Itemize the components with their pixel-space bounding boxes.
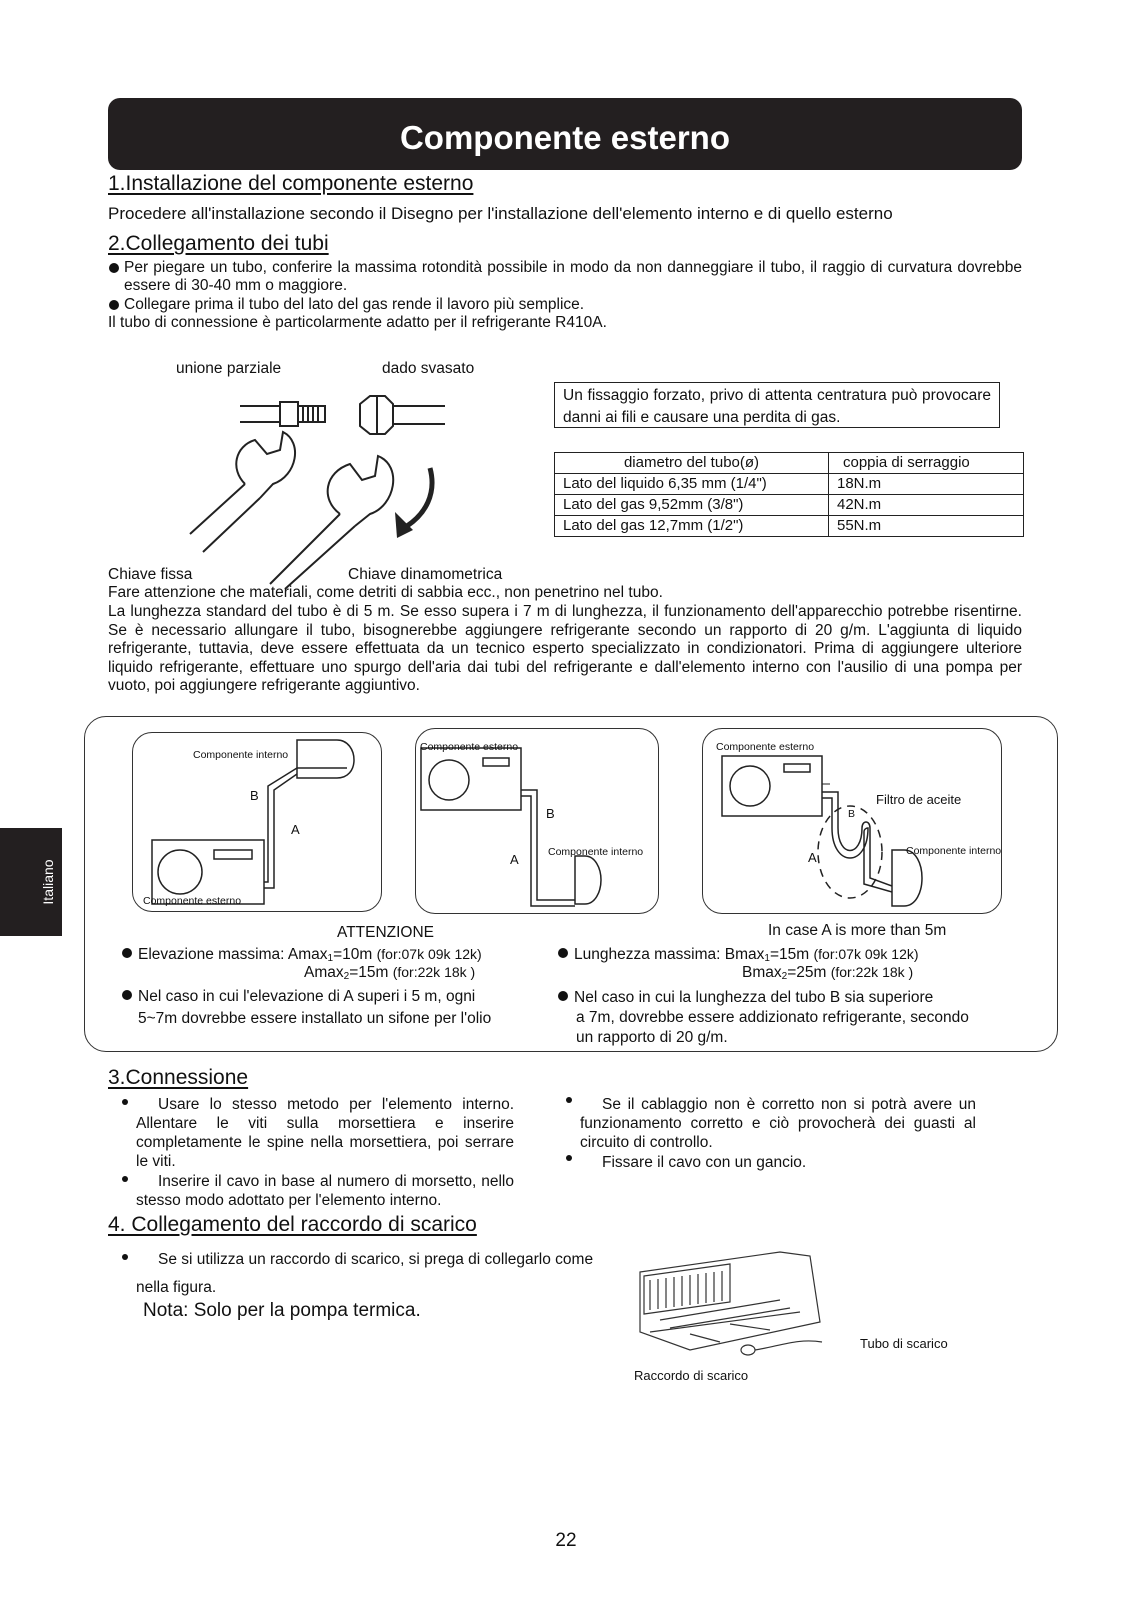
language-tab — [0, 828, 62, 936]
refrigerant-note: Nel caso in cui la lunghezza del tubo B sia superiore a 7m, dovrebbe essere addizionato refrigerante, secondo un rapporto di 20 g/m. — [558, 988, 1020, 1048]
connection-left-bullet-1: Usare lo stesso metodo per l'elemento interno. Allentare le viti sulla morsettiera e inserire completamente le spine nella morsettiera, poi serrare le viti. — [136, 1095, 514, 1171]
bullet-gas-side — [108, 296, 1022, 314]
max-length-line2: Bmax$_2$=25m (for:22k 18k ) — [742, 964, 914, 982]
bullet-dot — [109, 300, 119, 310]
bullet-dot — [122, 1254, 128, 1260]
indoor-unit-label: Componente interno — [193, 749, 289, 761]
table-row — [555, 516, 1024, 537]
pipe-a-label: A — [510, 852, 519, 867]
wrench-illustration — [185, 384, 470, 589]
table-row — [555, 495, 1024, 516]
indoor-unit-label: Componente interno — [906, 845, 1002, 857]
pipe-b-label: B — [848, 808, 856, 820]
table-cell: 42N.m — [829, 495, 1024, 516]
bullet-bending-text: Per piegare un tubo, conferire la massima rotondità possibile in modo da non danneggiare il tubo, il raggio di curvatura dovrebbe essere di 30-40 mm o maggiore. — [124, 259, 1022, 294]
section-1-heading: 1.Installazione del componente esterno — [108, 172, 474, 195]
max-length-line1: Lunghezza massima: Bmax$_1$=15m (for:07k 09k 12k) — [558, 946, 919, 964]
connection-right-bullet-1: Se il cablaggio non è corretto non si potrà avere un funzionamento corretto e ciò provocherà dei guasti al circuito di controllo. — [580, 1095, 976, 1152]
section-4-heading: 4. Collegamento del raccordo di scarico — [108, 1213, 477, 1236]
torque-table — [554, 452, 1024, 537]
table-header-cell: diametro del tubo(ø) — [555, 453, 829, 474]
table-row — [555, 474, 1024, 495]
section-2-heading: 2.Collegamento dei tubi — [108, 232, 329, 255]
table-cell: Lato del gas 12,7mm (1/2") — [555, 516, 829, 537]
pipe-a-label: A — [808, 850, 817, 865]
page-title-banner — [108, 98, 1022, 170]
indoor-unit-label: Componente interno — [548, 846, 644, 858]
r410a-note: Il tubo di connessione è particolarmente adatto per il refrigerante R410A. — [108, 314, 607, 331]
bullet-bending — [108, 259, 1022, 295]
table-cell: Lato del gas 9,52mm (3/8") — [555, 495, 829, 516]
bullet-dot — [122, 1176, 128, 1182]
page-number: 22 — [555, 1530, 577, 1551]
debris-warning: Fare attenzione che materiali, come detriti di sabbia ecc., non penetrino nel tubo. — [108, 584, 663, 601]
bullet-dot — [558, 948, 568, 958]
attention-heading: ATTENZIONE — [337, 924, 435, 941]
pipe-b-label: B — [250, 788, 259, 803]
bullet-dot — [122, 990, 132, 1000]
bullet-dot — [566, 1097, 572, 1103]
table-cell: Lato del liquido 6,35 mm (1/4") — [555, 474, 829, 495]
section-3-heading: 3.Connessione — [108, 1066, 249, 1089]
max-elevation-line1: Elevazione massima: Amax$_1$=10m (for:07k 09k 12k) — [122, 946, 482, 964]
table-cell: 18N.m — [829, 474, 1024, 495]
outdoor-unit-label: Componente esterno — [143, 895, 242, 907]
language-tab-label: Italiano — [40, 859, 56, 905]
oil-trap-note-line1: Nel caso in cui l'elevazione di A superi i 5 m, ogni — [122, 988, 475, 1006]
pipe-length-paragraph: La lunghezza standard del tubo è di 5 m. Se esso supera i 7 m di lunghezza, il funzionamento dell'apparecchio potrebbe risentirne. Se è necessario allungare il tubo, bisognerebbe aggiungere refrigerante secondo un rapporto di 20 g/m. L'aggiunta di liquido refrigerante, tuttavia, deve essere effettuata da un tecnico esperto specializzato in condizionatori. Prima di aggiungere ulteriore liquido refrigerante, effettuare uno spurgo dell'aria dai tubi del refrigerante e dall'elemento interno con l'ausilio di una pompa per vuoto, poi aggiungere refrigerante aggiuntivo. — [108, 603, 1022, 694]
table-header-cell: coppia di serraggio — [829, 453, 1024, 474]
heat-pump-note: Nota: Solo per la pompa termica. — [143, 1300, 421, 1321]
outdoor-unit-label: Componente esterno — [716, 741, 815, 753]
fixed-wrench-label: Chiave fissa — [108, 566, 193, 583]
bullet-gas-side-text: Collegare prima il tubo del lato del gas rende il lavoro più semplice. — [124, 296, 585, 313]
bullet-dot — [558, 991, 568, 1001]
flare-nut-label: dado svasato — [382, 360, 475, 377]
connection-left-bullet-2: Inserire il cavo in base al numero di morsetto, nello stesso modo adottato per l'elemento interno. — [136, 1172, 514, 1210]
pipe-a-label: A — [291, 822, 300, 837]
drain-joint-illustration — [630, 1242, 830, 1362]
connection-right-bullet-2: Fissare il cavo con un gancio. — [580, 1153, 976, 1172]
bullet-dot — [566, 1155, 572, 1161]
in-case-heading: In case A is more than 5m — [768, 922, 947, 939]
drain-bullet: Se si utilizza un raccordo di scarico, si prega di collegarlo come nella figura. — [136, 1246, 616, 1302]
oil-trap-illustration — [702, 728, 1002, 914]
drain-hose-label: Tubo di scarico — [860, 1336, 948, 1351]
bullet-dot — [109, 263, 119, 273]
partial-union-label: unione parziale — [176, 360, 282, 377]
page-title: Componente esterno — [399, 119, 731, 156]
drain-joint-label: Raccordo di scarico — [634, 1368, 749, 1383]
max-elevation-line2: Amax$_2$=15m (for:22k 18k ) — [304, 964, 476, 982]
outdoor-above-illustration — [415, 728, 659, 914]
warning-box — [554, 382, 1000, 428]
oil-trap-note-line2: 5~7m dovrebbe essere installato un sifone per l'olio — [138, 1010, 492, 1027]
bullet-dot — [122, 948, 132, 958]
table-header-row — [555, 453, 1024, 474]
torque-wrench-label: Chiave dinamometrica — [348, 566, 503, 583]
warning-box-text: Un fissaggio forzato, privo di attenta centratura può provocare danni ai fili e causare una perdita di gas. — [563, 387, 991, 426]
table-cell: 55N.m — [829, 516, 1024, 537]
oil-filter-label: Filtro de aceite — [876, 792, 962, 807]
outdoor-unit-label: Componente esterno — [420, 741, 519, 753]
pipe-b-label: B — [546, 806, 555, 821]
bullet-dot — [122, 1099, 128, 1105]
section-1-text: Procedere all'installazione secondo il Disegno per l'installazione dell'elemento interno e di quello esterno — [108, 204, 893, 223]
